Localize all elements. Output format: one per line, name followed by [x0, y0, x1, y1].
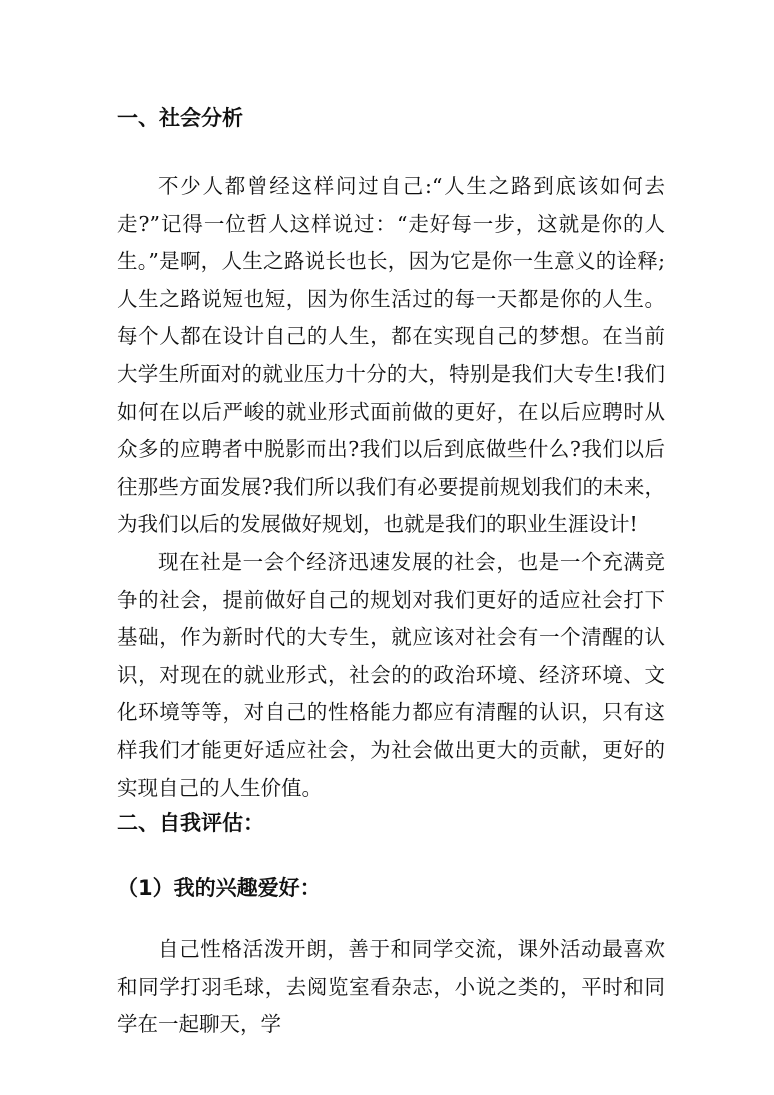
paragraph-interests: 自己性格活泼开朗，善于和同学交流，课外活动最喜欢和同学打羽毛球，去阅览室看杂志，小说之类的，平时和同学在一起聊天，学 [117, 937, 665, 1037]
paragraph-life-path: 不少人都曾经这样问过自己:“人生之路到底该如何去走?”记得一位哲人这样说过：“走好每一步，这就是你的人生。”是啊，人生之路说长也长，因为它是你一生意义的诠释;人生之路说短也短，因为你生活过的每一天都是你的人生。每个人都在设计自己的人生，都在实现自己的梦想。在当前大学生所面对的就业压力十分的大，特别是我们大专生!我们如何在以后严峻的就业形式面前做的更好，在以后应聘时从众多的应聘者中脱影而出?我们以后到底做些什么?我们以后往那些方面发展?我们所以我们有必要提前规划我们的未来，为我们以后的发展做好规划，也就是我们的职业生涯设计! [117, 174, 665, 537]
subsection-heading-interests: （1）我的兴趣爱好： [117, 876, 321, 900]
paragraph-competitive-society: 现在社是一会个经济迅速发展的社会，也是一个充满竞争的社会，提前做好自己的规划对我们更好的适应社会打下基础，作为新时代的大专生，就应该对社会有一个清醒的认识，对现在的就业形式，社会的的政治环境、经济环境、文化环境等等，对自己的性格能力都应有清醒的认识，只有这样我们才能更好适应社会，为社会做出更大的贡献，更好的实现自己的人生价值。 [117, 550, 665, 800]
section-heading-self-assessment: 二、自我评估： [117, 811, 264, 835]
section-heading-social-analysis: 一、社会分析 [117, 106, 243, 130]
